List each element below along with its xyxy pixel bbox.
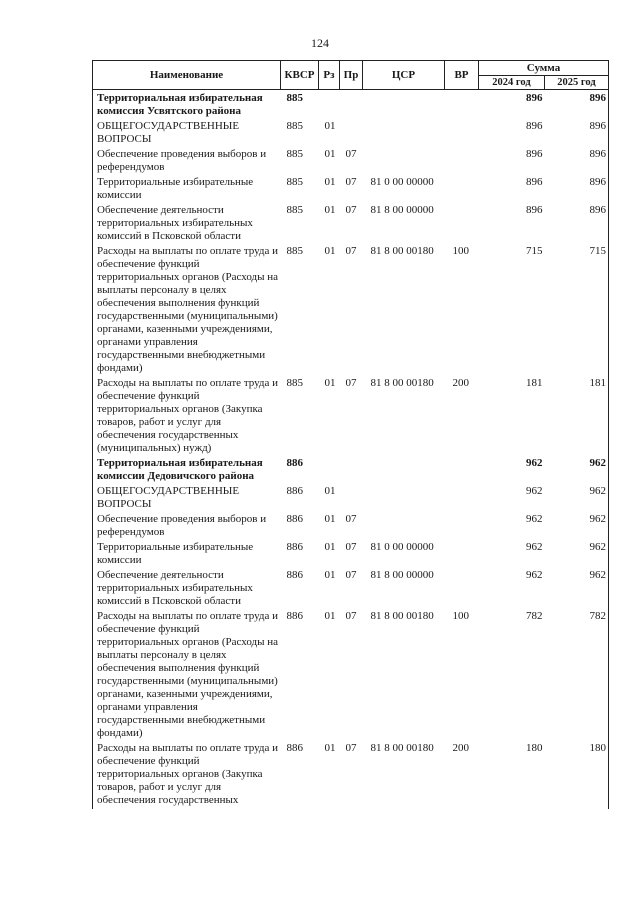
header-year-2024: 2024 год	[479, 76, 545, 90]
table-row	[93, 377, 609, 457]
cell-2024: 962	[526, 457, 543, 469]
cell-pr: 07	[345, 610, 357, 622]
cell-kvsr: 885	[286, 176, 303, 188]
cell-vr	[445, 541, 479, 569]
cell-vr: 100	[452, 245, 469, 257]
cell-2025: 782	[589, 610, 606, 622]
header-name: Наименование	[93, 61, 281, 90]
cell-csr: 81 8 00 00180	[370, 742, 434, 754]
cell-2024: 896	[526, 204, 543, 216]
cell-pr: 07	[345, 569, 357, 581]
cell-pr: 07	[345, 148, 357, 160]
table-row	[93, 513, 609, 541]
cell-kvsr: 885	[286, 120, 303, 132]
header-sum: Сумма	[479, 61, 609, 76]
cell-2024: 896	[526, 92, 543, 104]
cell-2024: 896	[526, 148, 543, 160]
table-row	[93, 245, 609, 377]
cell-name: Обеспечение деятельности территориальных избирательных комиссий в Псковской области	[97, 569, 253, 607]
cell-rz: 01	[324, 204, 336, 216]
cell-2025: 896	[589, 148, 606, 160]
cell-kvsr: 886	[286, 513, 303, 525]
cell-name: Обеспечение проведения выборов и референдумов	[97, 148, 267, 173]
cell-vr	[445, 120, 479, 148]
cell-name: Расходы на выплаты по оплате труда и обеспечение функций территориальных органов (Расходы на выплаты персоналу в целях обеспечения выполнения функций государственными (муниципальными) органами, казенными учреждениями, органами управления государственными внебюджетными фондами)	[97, 245, 279, 374]
cell-name: Расходы на выплаты по оплате труда и обеспечение функций территориальных органов (Закупка товаров, работ и услуг для обеспечения государственных	[97, 742, 279, 806]
cell-kvsr: 886	[286, 610, 303, 622]
cell-vr	[445, 176, 479, 204]
cell-vr	[445, 204, 479, 245]
budget-table	[92, 60, 609, 809]
cell-name: Территориальные избирательные комиссии	[97, 541, 254, 566]
header-rz: Рз	[319, 61, 340, 90]
cell-rz: 01	[324, 377, 336, 389]
header-vr: ВР	[445, 61, 479, 90]
table-row	[93, 120, 609, 148]
cell-kvsr: 886	[286, 742, 303, 754]
cell-csr	[363, 120, 445, 148]
table-row	[93, 457, 609, 485]
cell-csr: 81 8 00 00180	[370, 245, 434, 257]
cell-name: Расходы на выплаты по оплате труда и обеспечение функций территориальных органов (Расходы на выплаты персоналу в целях обеспечения выполнения функций государственными (муниципальными) органами, казенными учреждениями, органами управления государственными внебюджетными фондами)	[97, 610, 279, 739]
header-pr: Пр	[340, 61, 363, 90]
cell-2025: 962	[589, 569, 606, 581]
cell-pr: 07	[345, 176, 357, 188]
cell-vr	[445, 90, 479, 121]
cell-vr	[445, 485, 479, 513]
cell-rz	[319, 90, 340, 121]
cell-2024: 962	[526, 569, 543, 581]
cell-csr	[363, 148, 445, 176]
cell-name: Территориальные избирательные комиссии	[97, 176, 254, 201]
cell-name: Обеспечение деятельности территориальных избирательных комиссий в Псковской области	[97, 204, 253, 242]
cell-name: Территориальная избирательная комиссия Усвятского района	[97, 92, 263, 117]
table-row	[93, 742, 609, 809]
cell-2025: 962	[589, 457, 606, 469]
cell-name: ОБЩЕГОСУДАРСТВЕННЫЕ ВОПРОСЫ	[97, 120, 240, 145]
cell-2025: 896	[589, 176, 606, 188]
cell-vr	[445, 457, 479, 485]
cell-kvsr: 885	[286, 204, 303, 216]
cell-2025: 181	[589, 377, 606, 389]
cell-rz: 01	[324, 569, 336, 581]
cell-pr: 07	[345, 377, 357, 389]
cell-vr: 100	[452, 610, 469, 622]
table-row	[93, 541, 609, 569]
cell-rz: 01	[324, 541, 336, 553]
cell-2024: 181	[526, 377, 543, 389]
cell-2025: 715	[589, 245, 606, 257]
table-row	[93, 90, 609, 121]
cell-csr	[363, 513, 445, 541]
table-row	[93, 176, 609, 204]
cell-2024: 962	[526, 485, 543, 497]
cell-2024: 715	[526, 245, 543, 257]
cell-csr: 81 0 00 00000	[370, 541, 434, 553]
cell-kvsr: 886	[286, 457, 303, 469]
cell-rz: 01	[324, 513, 336, 525]
cell-vr	[445, 148, 479, 176]
cell-2025: 896	[589, 204, 606, 216]
cell-name: Территориальная избирательная комиссии Дедовичского района	[97, 457, 263, 482]
table-row	[93, 569, 609, 610]
cell-2025: 896	[589, 92, 606, 104]
cell-csr	[363, 485, 445, 513]
cell-kvsr: 885	[286, 148, 303, 160]
header-csr: ЦСР	[363, 61, 445, 90]
cell-vr	[445, 569, 479, 610]
cell-pr	[340, 485, 363, 513]
table-row	[93, 204, 609, 245]
cell-2025: 180	[589, 742, 606, 754]
cell-rz: 01	[324, 610, 336, 622]
cell-2025: 962	[589, 485, 606, 497]
cell-csr: 81 0 00 00000	[370, 176, 434, 188]
cell-csr: 81 8 00 00180	[370, 377, 434, 389]
cell-kvsr: 885	[286, 245, 303, 257]
table-body	[93, 90, 609, 810]
cell-pr: 07	[345, 204, 357, 216]
cell-pr: 07	[345, 742, 357, 754]
cell-2024: 896	[526, 176, 543, 188]
cell-vr: 200	[452, 377, 469, 389]
cell-name: ОБЩЕГОСУДАРСТВЕННЫЕ ВОПРОСЫ	[97, 485, 240, 510]
cell-pr	[340, 457, 363, 485]
cell-kvsr: 886	[286, 485, 303, 497]
cell-2024: 962	[526, 541, 543, 553]
cell-pr: 07	[345, 541, 357, 553]
cell-rz	[319, 457, 340, 485]
cell-2025: 962	[589, 541, 606, 553]
table-row	[93, 148, 609, 176]
cell-rz: 01	[324, 148, 336, 160]
table-row	[93, 610, 609, 742]
header-year-2025: 2025 год	[545, 76, 609, 90]
cell-rz: 01	[324, 245, 336, 257]
cell-2025: 962	[589, 513, 606, 525]
cell-kvsr: 886	[286, 541, 303, 553]
cell-rz: 01	[324, 120, 336, 132]
cell-kvsr: 886	[286, 569, 303, 581]
cell-csr: 81 8 00 00000	[370, 204, 434, 216]
cell-csr	[363, 90, 445, 121]
cell-name: Обеспечение проведения выборов и референдумов	[97, 513, 267, 538]
cell-vr: 200	[452, 742, 469, 754]
cell-pr	[340, 120, 363, 148]
cell-2025: 896	[589, 120, 606, 132]
cell-kvsr: 885	[286, 92, 303, 104]
header-kvsr: КВСР	[281, 61, 319, 90]
cell-pr: 07	[345, 513, 357, 525]
cell-csr: 81 8 00 00180	[370, 610, 434, 622]
cell-2024: 782	[526, 610, 543, 622]
cell-csr	[363, 457, 445, 485]
cell-pr	[340, 90, 363, 121]
table-row	[93, 485, 609, 513]
cell-pr: 07	[345, 245, 357, 257]
cell-kvsr: 885	[286, 377, 303, 389]
cell-rz: 01	[324, 176, 336, 188]
cell-rz: 01	[324, 485, 336, 497]
cell-rz: 01	[324, 742, 336, 754]
cell-2024: 962	[526, 513, 543, 525]
cell-2024: 896	[526, 120, 543, 132]
page-number: 124	[311, 36, 329, 50]
cell-vr	[445, 513, 479, 541]
cell-name: Расходы на выплаты по оплате труда и обеспечение функций территориальных органов (Закупка товаров, работ и услуг для обеспечения государственных (муниципальных) нужд)	[97, 377, 279, 454]
cell-2024: 180	[526, 742, 543, 754]
cell-csr: 81 8 00 00000	[370, 569, 434, 581]
